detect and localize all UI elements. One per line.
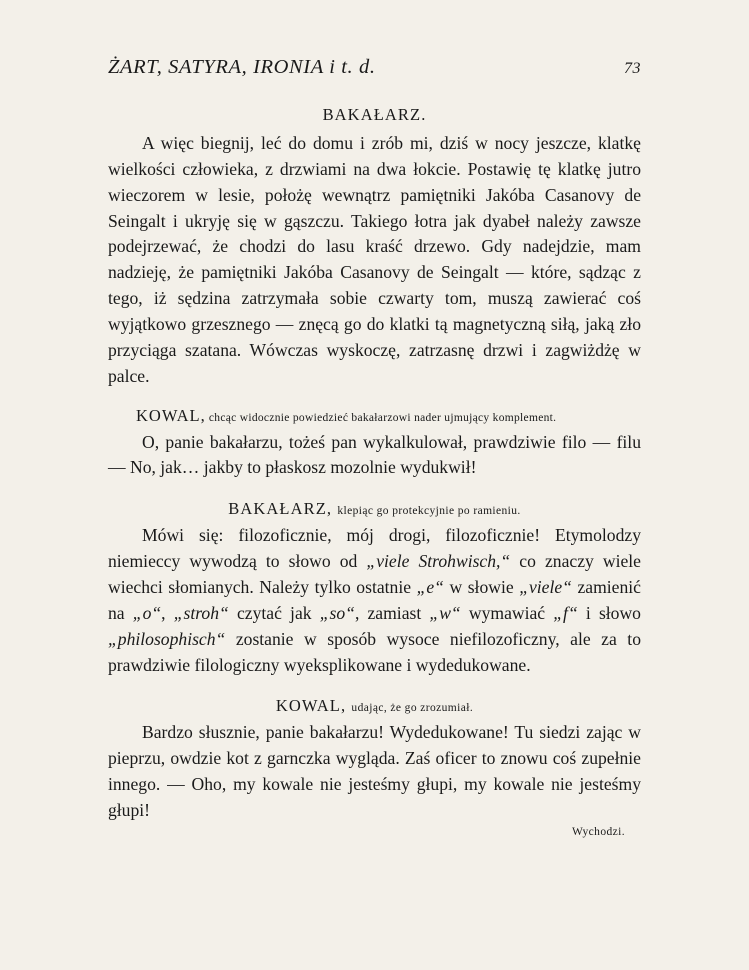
stage-direction-kowal-1: chcąc widocznie powiedzieć bakałarzowi nader ujmujący komplement. <box>208 411 557 424</box>
speaker-name-kowal-2: KOWAL, <box>275 696 347 716</box>
exit-stage-direction: Wychodzi. <box>571 825 625 838</box>
para3-seg-10: czytać jak <box>228 602 320 623</box>
para3-seg-14: wymawiać <box>460 602 554 623</box>
para3-seg-6: zamienić na <box>108 577 641 623</box>
para3-seg-3: „e“ <box>416 577 444 598</box>
para3-seg-7: „o“ <box>132 602 162 623</box>
paragraph-bakalarz-1: A więc biegnij, leć do domu i zrób mi, dziś w nocy jeszcze, klatkę wielkości człowieka, z drzwiami na dwa łokcie. Postawię tę klatkę jutro wieczorem w lesie, położę wewnątrz pamiętniki Jakóba Casanovy de Seingalt i ukryję się w gąszczu. Takiego łotra jak dyabeł należy zawsze podejrzewać, że chodzi do lasu kraść drzewo. Gdy nadejdzie, mam nadzieję, że pamiętniki Jakóba Casanovy de Seingalt — które, sądząc z tego, iż sędzina zatrzymała sobie czwarty tom, muszą zawierać coś wyjątkowo grzesznego — znęcą go do klatki tą magnetyczną siłą, jaką zło przyciąga szatana. Wówczas wyskoczę, zatrzasnę drzwi i zagwiżdżę w palce. <box>108 133 641 386</box>
speaker-name-kowal-1: KOWAL, <box>136 405 206 425</box>
para3-seg-12: , zamiast <box>354 602 430 623</box>
para3-seg-2: co znaczy wiele wiechci słomianych. Należy tylko ostatnie <box>108 551 641 598</box>
paragraph-kowal-1: O, panie bakałarzu, tożeś pan wykalkulował, prawdziwie filo — filu — No, jak… jakby to płaskosz mozolnie wydukwił! <box>108 431 641 478</box>
paragraph-bakalarz-2 <box>108 523 641 678</box>
para3-seg-5: „viele“ <box>519 577 572 598</box>
speaker-heading-bakalarz-1: BAKAŁARZ. <box>322 105 427 124</box>
speaker-stage-kowal-2 <box>108 696 641 716</box>
para3-seg-13: „w“ <box>429 602 461 623</box>
speaker-stage-bakalarz-2 <box>108 499 641 519</box>
speaker-name-bakalarz-2: BAKAŁARZ, <box>228 499 333 519</box>
running-head <box>108 56 641 79</box>
para3-seg-8: , <box>161 602 174 623</box>
para3-seg-4: w słowie <box>443 577 520 598</box>
para3-seg-16: i słowo <box>577 602 641 623</box>
running-title: ŻART, SATYRA, IRONIA i t. d. <box>108 56 376 78</box>
stage-direction-kowal-2: udając, że go zrozumiał. <box>351 702 474 715</box>
para3-seg-18: zostanie w sposób wysoce niefilozoficzny, ale za to prawdziwie filologiczny wyeksplikowane i wydedukowane. <box>108 628 641 675</box>
page-number: 73 <box>624 60 641 77</box>
speaker-stage-kowal-1 <box>136 406 641 426</box>
para3-seg-15: „f“ <box>553 602 578 623</box>
para3-seg-11: „so“ <box>319 602 355 623</box>
paragraph-kowal-2: Bardzo słusznie, panie bakałarzu! Wydedukowane! Tu siedzi zając w pieprzu, owdzie kot z garnczka wygląda. Zaś oficer to znowu coś zupełnie innego. — Oho, my kowale nie jesteśmy głupi, my kowale nie jesteśmy głupi! <box>108 722 641 821</box>
para3-seg-0: Mówi się: filozoficznie, mój drogi, filozoficznie! Etymolodzy niemieccy wywodzą to słowo od <box>108 525 641 572</box>
para3-seg-1: „viele Strohwisch,“ <box>366 551 511 572</box>
stage-direction-bakalarz-2: klepiąc go protekcyjnie po ramieniu. <box>337 505 521 518</box>
para3-seg-9: „stroh“ <box>173 602 229 623</box>
para3-seg-17: „philosophisch“ <box>108 628 226 649</box>
